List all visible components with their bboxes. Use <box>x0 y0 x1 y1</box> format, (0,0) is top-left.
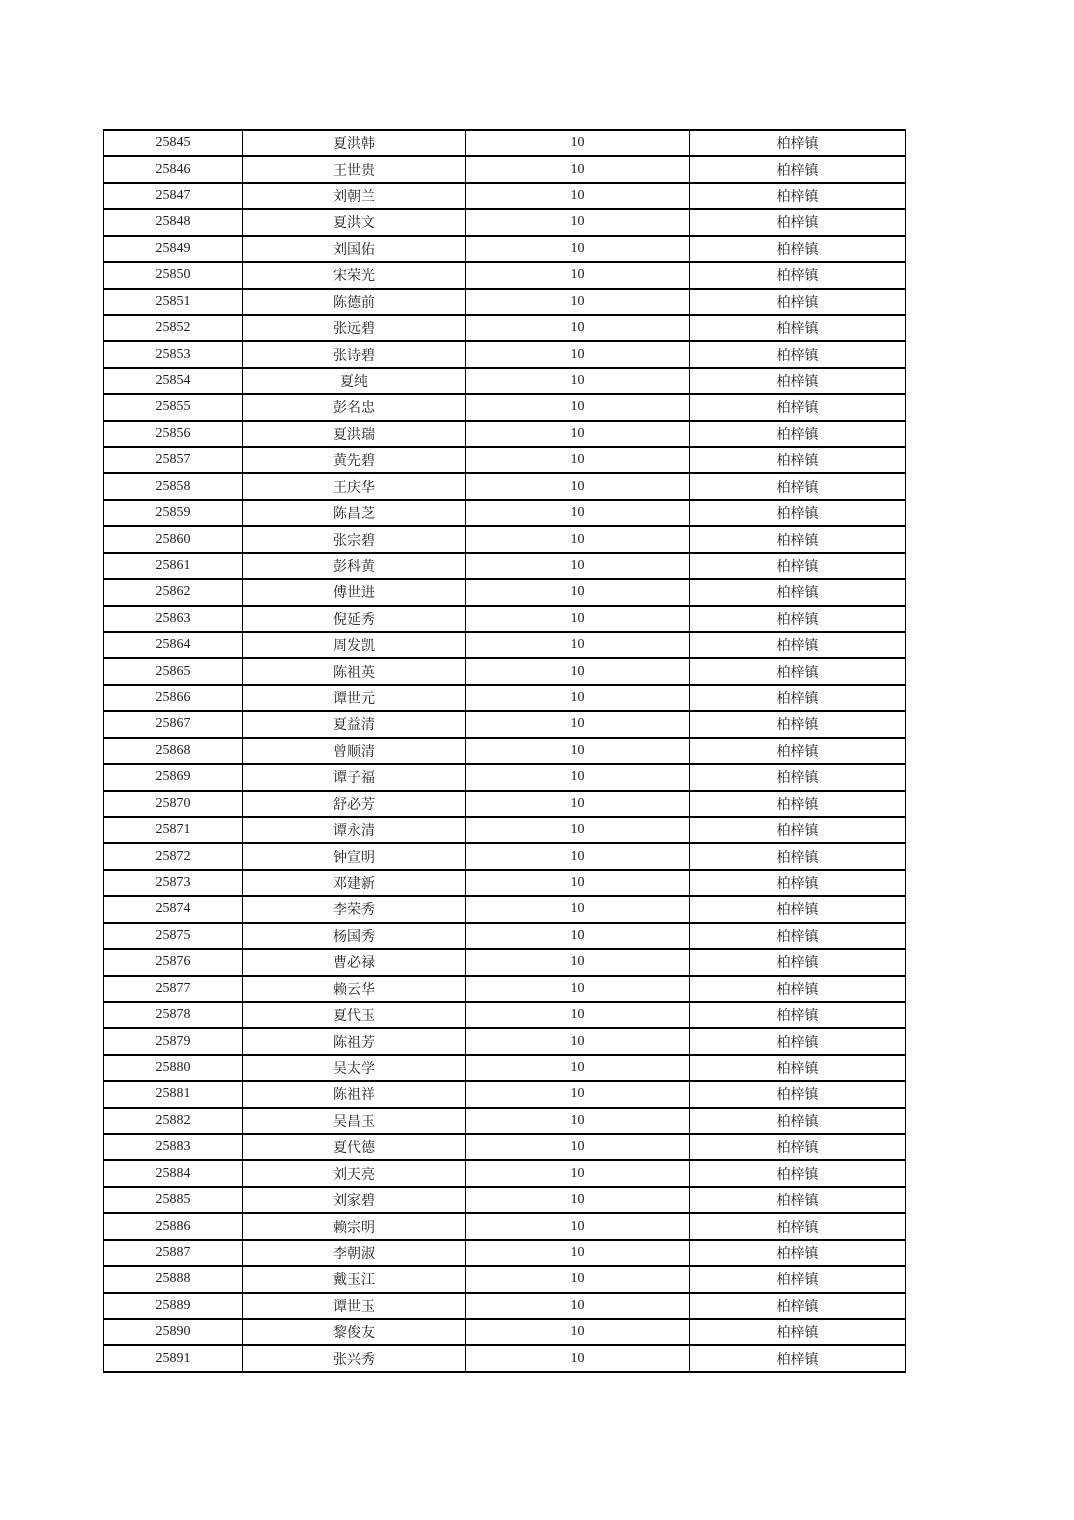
value-cell: 10 <box>466 236 690 262</box>
table-row <box>104 1187 906 1213</box>
town-cell: 柏梓镇 <box>690 368 906 394</box>
town-cell: 柏梓镇 <box>690 738 906 764</box>
value-cell: 10 <box>466 156 690 182</box>
table-row <box>104 1081 906 1107</box>
town-cell: 柏梓镇 <box>690 843 906 869</box>
town-cell: 柏梓镇 <box>690 1055 906 1081</box>
row-id-cell: 25845 <box>104 130 243 156</box>
value-cell: 10 <box>466 368 690 394</box>
name-cell: 钟宣明 <box>243 843 466 869</box>
table-row <box>104 685 906 711</box>
row-id-cell: 25883 <box>104 1134 243 1160</box>
value-cell: 10 <box>466 764 690 790</box>
value-cell: 10 <box>466 341 690 367</box>
table-row <box>104 236 906 262</box>
name-cell: 舒必芳 <box>243 791 466 817</box>
town-cell: 柏梓镇 <box>690 526 906 552</box>
name-cell: 谭世元 <box>243 685 466 711</box>
table-row <box>104 1134 906 1160</box>
town-cell: 柏梓镇 <box>690 1081 906 1107</box>
value-cell: 10 <box>466 1028 690 1054</box>
table-row <box>104 1293 906 1319</box>
row-id-cell: 25856 <box>104 421 243 447</box>
value-cell: 10 <box>466 289 690 315</box>
row-id-cell: 25851 <box>104 289 243 315</box>
town-cell: 柏梓镇 <box>690 473 906 499</box>
table-row <box>104 711 906 737</box>
row-id-cell: 25864 <box>104 632 243 658</box>
value-cell: 10 <box>466 949 690 975</box>
table-row <box>104 1319 906 1345</box>
town-cell: 柏梓镇 <box>690 1134 906 1160</box>
town-cell: 柏梓镇 <box>690 896 906 922</box>
row-id-cell: 25862 <box>104 579 243 605</box>
value-cell: 10 <box>466 1187 690 1213</box>
name-cell: 赖云华 <box>243 976 466 1002</box>
name-cell: 宋荣光 <box>243 262 466 288</box>
table-row <box>104 262 906 288</box>
value-cell: 10 <box>466 896 690 922</box>
town-cell: 柏梓镇 <box>690 1160 906 1186</box>
value-cell: 10 <box>466 843 690 869</box>
value-cell: 10 <box>466 1160 690 1186</box>
table-row <box>104 130 906 156</box>
town-cell: 柏梓镇 <box>690 685 906 711</box>
table-row <box>104 923 906 949</box>
value-cell: 10 <box>466 1319 690 1345</box>
name-cell: 戴玉江 <box>243 1266 466 1292</box>
value-cell: 10 <box>466 1266 690 1292</box>
row-id-cell: 25885 <box>104 1187 243 1213</box>
table-row <box>104 183 906 209</box>
town-cell: 柏梓镇 <box>690 553 906 579</box>
row-id-cell: 25846 <box>104 156 243 182</box>
row-id-cell: 25868 <box>104 738 243 764</box>
name-cell: 彭名忠 <box>243 394 466 420</box>
name-cell: 王世贵 <box>243 156 466 182</box>
value-cell: 10 <box>466 817 690 843</box>
row-id-cell: 25890 <box>104 1319 243 1345</box>
value-cell: 10 <box>466 923 690 949</box>
table-row <box>104 368 906 394</box>
town-cell: 柏梓镇 <box>690 1319 906 1345</box>
name-cell: 杨国秀 <box>243 923 466 949</box>
row-id-cell: 25863 <box>104 606 243 632</box>
table-row <box>104 341 906 367</box>
town-cell: 柏梓镇 <box>690 183 906 209</box>
row-id-cell: 25850 <box>104 262 243 288</box>
table-row <box>104 209 906 235</box>
town-cell: 柏梓镇 <box>690 447 906 473</box>
row-id-cell: 25876 <box>104 949 243 975</box>
value-cell: 10 <box>466 1055 690 1081</box>
table-row <box>104 870 906 896</box>
value-cell: 10 <box>466 447 690 473</box>
name-cell: 黄先碧 <box>243 447 466 473</box>
town-cell: 柏梓镇 <box>690 1266 906 1292</box>
row-id-cell: 25855 <box>104 394 243 420</box>
row-id-cell: 25872 <box>104 843 243 869</box>
table-row <box>104 473 906 499</box>
value-cell: 10 <box>466 183 690 209</box>
table-row <box>104 1345 906 1372</box>
row-id-cell: 25881 <box>104 1081 243 1107</box>
table-row <box>104 1055 906 1081</box>
table-row <box>104 764 906 790</box>
name-cell: 刘天亮 <box>243 1160 466 1186</box>
name-cell: 张兴秀 <box>243 1345 466 1372</box>
town-cell: 柏梓镇 <box>690 976 906 1002</box>
table-row <box>104 1266 906 1292</box>
value-cell: 10 <box>466 685 690 711</box>
name-cell: 夏洪瑞 <box>243 421 466 447</box>
name-cell: 刘家碧 <box>243 1187 466 1213</box>
row-id-cell: 25859 <box>104 500 243 526</box>
value-cell: 10 <box>466 526 690 552</box>
town-cell: 柏梓镇 <box>690 949 906 975</box>
table-row <box>104 606 906 632</box>
name-cell: 陈祖芳 <box>243 1028 466 1054</box>
town-cell: 柏梓镇 <box>690 341 906 367</box>
name-cell: 黎俊友 <box>243 1319 466 1345</box>
town-cell: 柏梓镇 <box>690 606 906 632</box>
row-id-cell: 25854 <box>104 368 243 394</box>
town-cell: 柏梓镇 <box>690 209 906 235</box>
row-id-cell: 25878 <box>104 1002 243 1028</box>
table-row <box>104 447 906 473</box>
table-row <box>104 526 906 552</box>
value-cell: 10 <box>466 1002 690 1028</box>
value-cell: 10 <box>466 658 690 684</box>
value-cell: 10 <box>466 394 690 420</box>
row-id-cell: 25874 <box>104 896 243 922</box>
name-cell: 张宗碧 <box>243 526 466 552</box>
table-row <box>104 421 906 447</box>
table-row <box>104 1213 906 1239</box>
table-row <box>104 976 906 1002</box>
value-cell: 10 <box>466 1213 690 1239</box>
name-cell: 谭世玉 <box>243 1293 466 1319</box>
row-id-cell: 25852 <box>104 315 243 341</box>
name-cell: 张诗碧 <box>243 341 466 367</box>
value-cell: 10 <box>466 421 690 447</box>
town-cell: 柏梓镇 <box>690 1240 906 1266</box>
row-id-cell: 25879 <box>104 1028 243 1054</box>
value-cell: 10 <box>466 1345 690 1372</box>
value-cell: 10 <box>466 553 690 579</box>
row-id-cell: 25848 <box>104 209 243 235</box>
value-cell: 10 <box>466 711 690 737</box>
row-id-cell: 25887 <box>104 1240 243 1266</box>
table-row <box>104 579 906 605</box>
name-cell: 赖宗明 <box>243 1213 466 1239</box>
name-cell: 李朝淑 <box>243 1240 466 1266</box>
row-id-cell: 25858 <box>104 473 243 499</box>
residents-table <box>103 129 906 1373</box>
value-cell: 10 <box>466 606 690 632</box>
table-row <box>104 738 906 764</box>
value-cell: 10 <box>466 738 690 764</box>
table-row <box>104 156 906 182</box>
town-cell: 柏梓镇 <box>690 817 906 843</box>
row-id-cell: 25877 <box>104 976 243 1002</box>
table-row <box>104 949 906 975</box>
name-cell: 倪延秀 <box>243 606 466 632</box>
row-id-cell: 25860 <box>104 526 243 552</box>
row-id-cell: 25869 <box>104 764 243 790</box>
name-cell: 刘国佑 <box>243 236 466 262</box>
value-cell: 10 <box>466 632 690 658</box>
row-id-cell: 25847 <box>104 183 243 209</box>
town-cell: 柏梓镇 <box>690 1108 906 1134</box>
town-cell: 柏梓镇 <box>690 1293 906 1319</box>
table-row <box>104 843 906 869</box>
town-cell: 柏梓镇 <box>690 289 906 315</box>
town-cell: 柏梓镇 <box>690 1213 906 1239</box>
name-cell: 王庆华 <box>243 473 466 499</box>
name-cell: 夏纯 <box>243 368 466 394</box>
table-row <box>104 791 906 817</box>
town-cell: 柏梓镇 <box>690 156 906 182</box>
value-cell: 10 <box>466 1293 690 1319</box>
town-cell: 柏梓镇 <box>690 632 906 658</box>
row-id-cell: 25853 <box>104 341 243 367</box>
value-cell: 10 <box>466 473 690 499</box>
town-cell: 柏梓镇 <box>690 764 906 790</box>
value-cell: 10 <box>466 1081 690 1107</box>
name-cell: 陈德前 <box>243 289 466 315</box>
value-cell: 10 <box>466 579 690 605</box>
name-cell: 李荣秀 <box>243 896 466 922</box>
name-cell: 夏益清 <box>243 711 466 737</box>
row-id-cell: 25873 <box>104 870 243 896</box>
row-id-cell: 25880 <box>104 1055 243 1081</box>
table-row <box>104 315 906 341</box>
name-cell: 陈祖祥 <box>243 1081 466 1107</box>
table-row <box>104 658 906 684</box>
town-cell: 柏梓镇 <box>690 315 906 341</box>
value-cell: 10 <box>466 791 690 817</box>
name-cell: 张远碧 <box>243 315 466 341</box>
value-cell: 10 <box>466 1108 690 1134</box>
town-cell: 柏梓镇 <box>690 500 906 526</box>
row-id-cell: 25867 <box>104 711 243 737</box>
town-cell: 柏梓镇 <box>690 1345 906 1372</box>
table-row <box>104 896 906 922</box>
table-row <box>104 632 906 658</box>
table-row <box>104 394 906 420</box>
town-cell: 柏梓镇 <box>690 421 906 447</box>
value-cell: 10 <box>466 976 690 1002</box>
name-cell: 周发凯 <box>243 632 466 658</box>
row-id-cell: 25886 <box>104 1213 243 1239</box>
row-id-cell: 25884 <box>104 1160 243 1186</box>
name-cell: 吴太学 <box>243 1055 466 1081</box>
table-row <box>104 1160 906 1186</box>
value-cell: 10 <box>466 870 690 896</box>
town-cell: 柏梓镇 <box>690 711 906 737</box>
town-cell: 柏梓镇 <box>690 923 906 949</box>
row-id-cell: 25891 <box>104 1345 243 1372</box>
name-cell: 夏洪韩 <box>243 130 466 156</box>
value-cell: 10 <box>466 262 690 288</box>
row-id-cell: 25889 <box>104 1293 243 1319</box>
row-id-cell: 25861 <box>104 553 243 579</box>
town-cell: 柏梓镇 <box>690 870 906 896</box>
name-cell: 傅世进 <box>243 579 466 605</box>
name-cell: 谭子福 <box>243 764 466 790</box>
name-cell: 陈昌芝 <box>243 500 466 526</box>
table-row <box>104 817 906 843</box>
name-cell: 夏代玉 <box>243 1002 466 1028</box>
table-row <box>104 289 906 315</box>
town-cell: 柏梓镇 <box>690 236 906 262</box>
value-cell: 10 <box>466 130 690 156</box>
town-cell: 柏梓镇 <box>690 1187 906 1213</box>
value-cell: 10 <box>466 209 690 235</box>
row-id-cell: 25875 <box>104 923 243 949</box>
row-id-cell: 25870 <box>104 791 243 817</box>
table-row <box>104 1108 906 1134</box>
name-cell: 曾顺清 <box>243 738 466 764</box>
name-cell: 邓建新 <box>243 870 466 896</box>
row-id-cell: 25882 <box>104 1108 243 1134</box>
town-cell: 柏梓镇 <box>690 1002 906 1028</box>
table-row <box>104 1240 906 1266</box>
value-cell: 10 <box>466 1240 690 1266</box>
row-id-cell: 25871 <box>104 817 243 843</box>
name-cell: 吴昌玉 <box>243 1108 466 1134</box>
table-row <box>104 1002 906 1028</box>
name-cell: 夏代德 <box>243 1134 466 1160</box>
name-cell: 夏洪文 <box>243 209 466 235</box>
value-cell: 10 <box>466 315 690 341</box>
value-cell: 10 <box>466 500 690 526</box>
row-id-cell: 25857 <box>104 447 243 473</box>
name-cell: 刘朝兰 <box>243 183 466 209</box>
name-cell: 陈祖英 <box>243 658 466 684</box>
table-row <box>104 1028 906 1054</box>
value-cell: 10 <box>466 1134 690 1160</box>
town-cell: 柏梓镇 <box>690 579 906 605</box>
town-cell: 柏梓镇 <box>690 262 906 288</box>
row-id-cell: 25865 <box>104 658 243 684</box>
town-cell: 柏梓镇 <box>690 130 906 156</box>
town-cell: 柏梓镇 <box>690 791 906 817</box>
row-id-cell: 25866 <box>104 685 243 711</box>
town-cell: 柏梓镇 <box>690 1028 906 1054</box>
town-cell: 柏梓镇 <box>690 394 906 420</box>
table-row <box>104 500 906 526</box>
table-row <box>104 553 906 579</box>
row-id-cell: 25888 <box>104 1266 243 1292</box>
row-id-cell: 25849 <box>104 236 243 262</box>
name-cell: 谭永清 <box>243 817 466 843</box>
name-cell: 曹必禄 <box>243 949 466 975</box>
town-cell: 柏梓镇 <box>690 658 906 684</box>
name-cell: 彭科黄 <box>243 553 466 579</box>
